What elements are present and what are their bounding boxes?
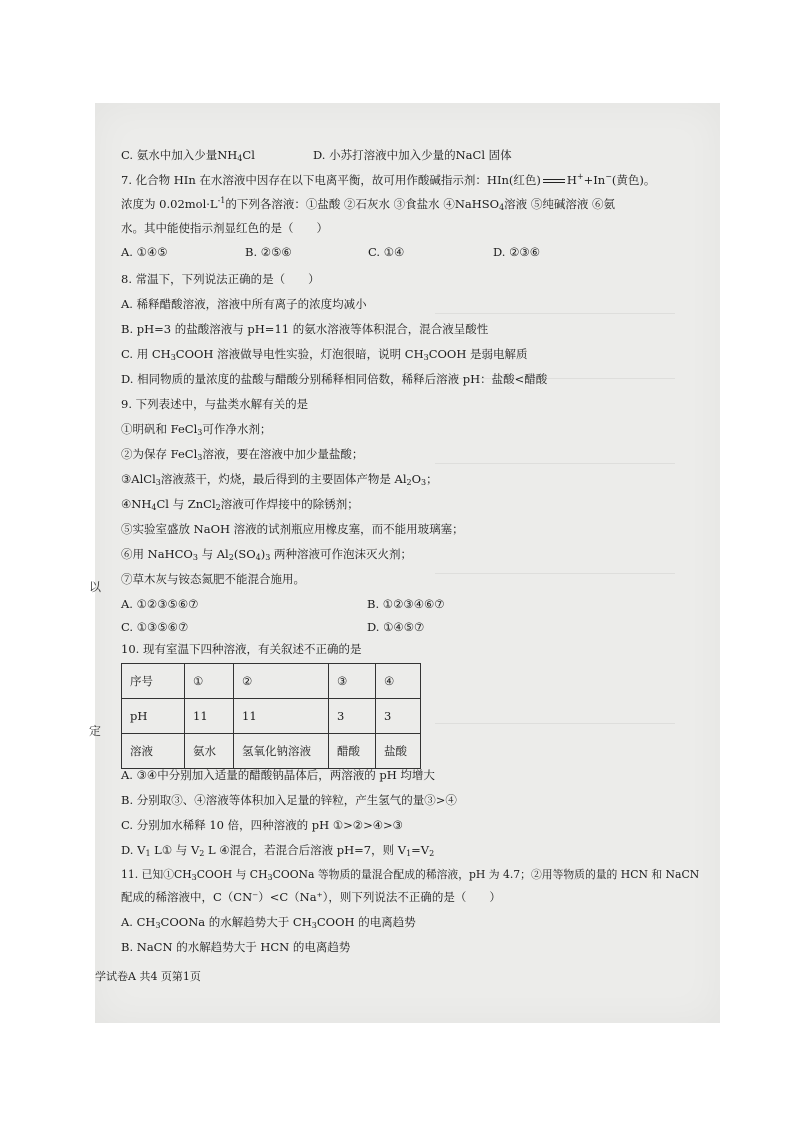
q10-table — [121, 663, 421, 769]
q11-stem-line1: 11. 已知$①CH_3COOH$ 与 $CH_3COONa$ 等物质的量混合配成的稀溶液，pH 为 4.7；②用等物质的量的 HCN 和 NaCN — [121, 868, 700, 882]
table-cell: 11 — [185, 699, 234, 734]
q11-option-b[interactable]: B. NaCN 的水解趋势大于 HCN 的电离趋势 — [121, 940, 351, 954]
table-row — [122, 734, 421, 769]
q8-stem: 8. 常温下，下列说法正确的是（ ） — [121, 272, 320, 286]
table-cell: ④ — [376, 664, 421, 699]
table-row — [122, 664, 421, 699]
q8-option-d[interactable]: D. 相同物质的量浓度的盐酸与醋酸分别稀释相同倍数，稀释后溶液 pH：盐酸<醋酸 — [121, 372, 548, 386]
q9-option-c[interactable]: C. ①③⑤⑥⑦ — [121, 620, 189, 634]
q7-option-d[interactable]: D. ②③⑥ — [493, 245, 541, 259]
q9-option-b[interactable]: B. ①②③④⑥⑦ — [367, 597, 445, 611]
q7-stem-line1: 7. 化合物 HIn 在水溶液中因存在以下电离平衡，故可用作酸碱指示剂：HIn(红色) H++In−(黄色)。 — [121, 172, 656, 187]
exam-page — [95, 103, 720, 1023]
q7-option-c[interactable]: C. ①④ — [368, 245, 405, 259]
q8-option-c[interactable]: C. 用 $CH_3COOH$ 溶液做导电性实验，灯泡很暗，说明 $CH_3COOH$ 是弱电解质 — [121, 347, 528, 362]
table-cell: 3 — [329, 699, 376, 734]
table-cell: 醋酸 — [329, 734, 376, 769]
q9-item-3: ③AlCl$_3$溶液蒸干，灼烧，最后得到的主要固体产物是 $Al_2O_3$； — [121, 472, 438, 487]
q9-item-2: ②为保存 FeCl$_3$溶液，要在溶液中加少量盐酸； — [121, 447, 364, 462]
q9-item-4: $④NH_4Cl$ 与 ZnCl$_2$溶液可作焊接中的除锈剂； — [121, 497, 359, 512]
table-cell: 氨水 — [185, 734, 234, 769]
q10-option-a[interactable]: A. ③④中分别加入适量的醋酸钠晶体后，两溶液的 pH 均增大 — [121, 768, 435, 782]
q7-option-b[interactable]: B. ②⑤⑥ — [245, 245, 292, 259]
q6-options — [121, 147, 710, 163]
q9-stem: 9. 下列表述中，与盐类水解有关的是 — [121, 397, 309, 411]
q10-option-d[interactable]: D. $V_1$ L① 与 $V_2$ L ④混合，若混合后溶液 pH=7，则 $V_1=V_2$ — [121, 843, 435, 858]
q6-option-c: C. 氨水中加入少量$NH_4Cl$ — [121, 148, 255, 163]
equilibrium-arrow-icon — [543, 177, 565, 185]
q11-option-a[interactable]: A. $CH_3COONa$ 的水解趋势大于 $CH_3COOH$ 的电离趋势 — [121, 915, 416, 930]
q7-option-a[interactable]: A. ①④⑤ — [121, 245, 168, 259]
q10-option-c[interactable]: C. 分别加水稀释 10 倍，四种溶液的 pH ①>②>④>③ — [121, 818, 403, 832]
q7-stem-line3: 水。其中能使指示剂显红色的是（ ） — [121, 221, 328, 235]
table-cell: 11 — [234, 699, 329, 734]
margin-mark: 以 — [89, 580, 102, 594]
q9-item-1: ①明矾和 FeCl$_3$可作净水剂； — [121, 422, 272, 437]
q8-option-b[interactable]: B. pH=3 的盐酸溶液与 pH=11 的氨水溶液等体积混合，混合液呈酸性 — [121, 322, 489, 336]
q10-option-b[interactable]: B. 分别取③、④溶液等体积加入足量的锌粒，产生氢气的量③>④ — [121, 793, 457, 807]
table-cell: 氢氧化钠溶液 — [234, 734, 329, 769]
table-cell: pH — [122, 699, 185, 734]
table-cell: 序号 — [122, 664, 185, 699]
q9-option-d[interactable]: D. ①④⑤⑦ — [367, 620, 425, 634]
q7-stem-line2: 浓度为 $0.02mol\cdot L^{-1}$的下列各溶液：①盐酸 ②石灰水 ③食盐水 ④NaHSO$_4$溶液 ⑤纯碱溶液 ⑥氨 — [121, 196, 615, 212]
q9-item-6: ⑥用 NaHCO$_3$ 与 $Al_2(SO_4)_3$ 两种溶液可作泡沫灭火剂； — [121, 547, 412, 562]
table-row — [122, 699, 421, 734]
q10-stem: 10. 现有室温下四种溶液，有关叙述不正确的是 — [121, 642, 362, 656]
q9-item-5: ⑤实验室盛放 NaOH 溶液的试剂瓶应用橡皮塞，而不能用玻璃塞； — [121, 522, 464, 536]
q11-stem-line2: 配成的稀溶液中，C（CN⁻）<C（Na⁺），则下列说法不正确的是（ ） — [121, 890, 501, 904]
margin-mark: 定 — [89, 724, 102, 738]
page-footer: 学试卷A 共4 页第1页 — [95, 970, 201, 983]
table-cell: ③ — [329, 664, 376, 699]
q6-option-d: D. 小苏打溶液中加入少量的NaCl 固体 — [313, 148, 512, 162]
q8-option-a[interactable]: A. 稀释醋酸溶液，溶液中所有离子的浓度均减小 — [121, 297, 367, 311]
table-cell: ② — [234, 664, 329, 699]
table-cell: 盐酸 — [376, 734, 421, 769]
table-cell: 3 — [376, 699, 421, 734]
table-cell: ① — [185, 664, 234, 699]
q9-item-7: ⑦草木灰与铵态氮肥不能混合施用。 — [121, 572, 305, 586]
table-cell: 溶液 — [122, 734, 185, 769]
q9-option-a[interactable]: A. ①②③⑤⑥⑦ — [121, 597, 199, 611]
